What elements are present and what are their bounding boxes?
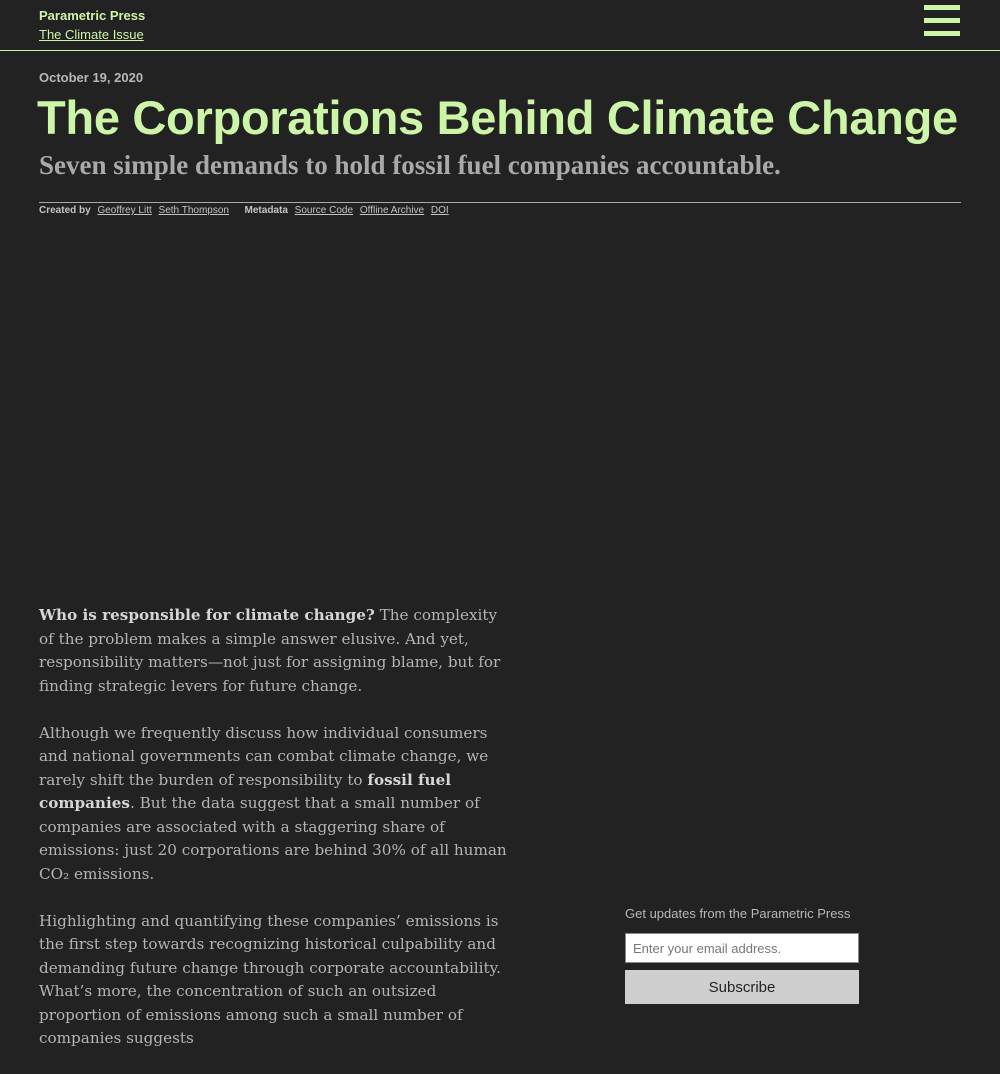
article-body [39, 604, 514, 1074]
emphasis: fossil fuel companies [39, 770, 452, 812]
byline [39, 205, 449, 216]
divider [39, 202, 961, 203]
newsletter-label: Get updates from the Parametric Press [625, 906, 851, 921]
site-header [0, 0, 1000, 51]
publish-date: October 19, 2020 [39, 70, 144, 85]
source-code-link[interactable]: Source Code [294, 205, 354, 216]
lead-question: Who is responsible for climate change? [39, 606, 375, 624]
author-link[interactable]: Seth Thompson [158, 205, 229, 216]
site-brand[interactable]: Parametric Press [39, 8, 146, 23]
page-subtitle: Seven simple demands to hold fossil fuel companies accountable. [39, 150, 781, 180]
page-title: The Corporations Behind Climate Change [37, 91, 958, 144]
author-link[interactable]: Geoffrey Litt [97, 205, 152, 216]
doi-link[interactable]: DOI [430, 205, 449, 216]
hamburger-menu-icon[interactable] [924, 5, 960, 37]
paragraph: Although we frequently discuss how individual consumers and national governments can combat climate change, we rarely shift the burden of responsibility to fossil fuel companies. But the data suggest that a small number of companies are associated with a staggering share of emissions: just 20 corporations are behind 30% of all human CO₂ emissions. [39, 723, 507, 883]
paragraph: Highlighting and quantifying these companies’ emissions is the first step towards recognizing historical culpability and demanding future change through corporate accountability. What’s more, the concentration of such an outsized proportion of emissions among such a small number of companies suggests [39, 911, 502, 1047]
issue-link[interactable]: The Climate Issue [39, 27, 144, 42]
paragraph: Who is responsible for climate change? The complexity of the problem makes a simple answer elusive. And yet, responsibility matters—not just for assigning blame, but for finding strategic levers for future change. [39, 606, 501, 695]
offline-archive-link[interactable]: Offline Archive [359, 205, 425, 216]
metadata-label: Metadata [244, 205, 288, 216]
subscribe-button[interactable]: Subscribe [625, 970, 859, 1004]
email-input[interactable] [625, 933, 859, 963]
created-by-label: Created by [39, 205, 91, 216]
